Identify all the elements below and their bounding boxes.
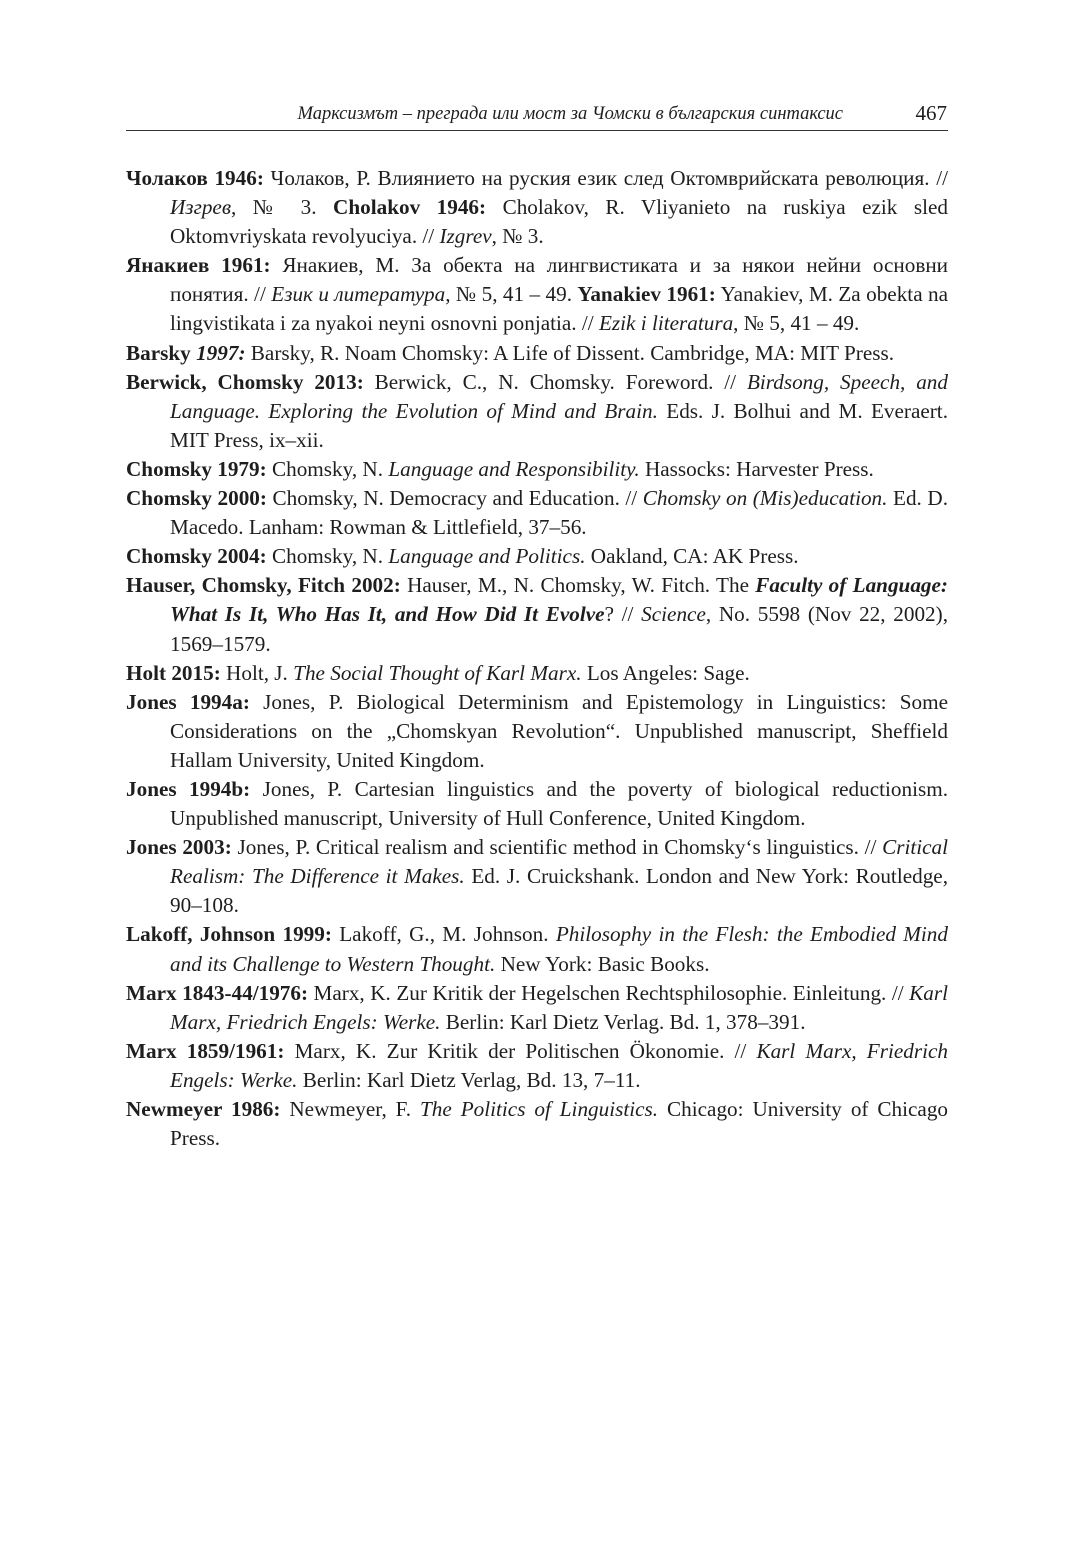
reference-entry — [126, 920, 948, 978]
reference-entry — [126, 251, 948, 338]
reference-text: Los Angeles: Sage. — [581, 660, 750, 685]
reference-text: Berlin: Karl Dietz Verlag. Bd. 1, 378–391. — [440, 1009, 806, 1034]
reference-text: Oakland, CA: AK Press. — [585, 544, 799, 569]
emphasized-title: 1997: — [196, 340, 246, 365]
reference-key: Holt 2015: — [126, 660, 221, 685]
reference-text: Chomsky, N. — [266, 456, 389, 481]
reference-key: Янакиев 1961: — [126, 253, 271, 278]
reference-text: Yanakiev, M. Za obekta na lingvistikata i za nyakoi neyni osnovni ponjatia. // — [170, 282, 948, 336]
reference-text: Eds. J. Bolhui and M. Everaert. MIT Press, ix–xii. — [170, 398, 948, 452]
running-title: Марксизмът – преграда или мост за Чомски в българския синтаксис — [297, 104, 843, 124]
reference-text: Berlin: Karl Dietz Verlag, Bd. 13, 7–11. — [297, 1067, 641, 1092]
reference-key: Marx 1859/1961: — [126, 1038, 285, 1063]
reference-text: Чолаков, Р. Влиянието на руския език след Октомврийската революция. // — [263, 166, 948, 190]
reference-entry — [126, 659, 948, 688]
reference-entry — [126, 455, 948, 484]
page-number: 467 — [915, 101, 947, 125]
reference-key: Chomsky 2004: — [126, 544, 267, 569]
reference-entry — [126, 979, 948, 1037]
reference-text: Hassocks: Harvester Press. — [639, 456, 874, 481]
reference-text: Chomsky, N. — [266, 544, 389, 569]
reference-key: Cholakov 1946: — [333, 195, 487, 220]
italic-title: Karl Marx, Friedrich Engels: Werke. — [170, 1038, 948, 1092]
italic-title: Language and Responsibility. — [388, 456, 640, 481]
reference-entry — [126, 368, 948, 455]
italic-title: Език и литература — [271, 282, 446, 307]
italic-title: Birdsong, Speech, and Language. Exploring the Evolution of Mind and Brain. — [170, 369, 948, 423]
reference-text: Янакиев, М. За обекта на лингвистиката и за някои нейни основни понятия. // — [170, 253, 948, 307]
reference-entry — [126, 571, 948, 658]
reference-text: Chicago: University of Chicago Press. — [170, 1097, 949, 1151]
reference-text: Marx, K. Zur Kritik der Politischen Ökonomie. // — [284, 1038, 757, 1063]
running-head — [126, 100, 948, 131]
reference-entry — [126, 775, 948, 833]
reference-text: Ed. J. Cruickshank. London and New York: Routledge, 90–108. — [170, 864, 949, 918]
italic-title: Изгрев — [170, 195, 232, 220]
reference-key: Hauser, Chomsky, Fitch 2002: — [126, 573, 401, 598]
reference-key: Berwick, Chomsky 2013: — [126, 369, 364, 394]
reference-text: , № 5, 41 – 49. — [445, 282, 578, 307]
reference-text: Barsky, R. Noam Chomsky: A Life of Dissent. Cambridge, MA: MIT Press. — [245, 340, 895, 365]
reference-text: Jones, P. Cartesian linguistics and the poverty of biological reductionism. Unpublished manuscript, University of Hull Conference, United Kingdom. — [170, 776, 948, 831]
italic-title: Language and Politics. — [388, 544, 586, 569]
reference-key: Lakoff, Johnson 1999: — [126, 922, 332, 947]
reference-key: Newmeyer 1986: — [126, 1097, 281, 1121]
reference-entry — [126, 688, 948, 775]
italic-title: Critical Realism: The Difference it Makes. — [170, 835, 948, 889]
reference-key: Jones 1994b: — [126, 776, 251, 801]
reference-entry — [126, 164, 948, 251]
reference-text: Newmeyer, F. — [280, 1097, 420, 1121]
reference-text: Lakoff, G., M. Johnson. — [331, 922, 556, 947]
reference-entry — [126, 339, 948, 368]
reference-text: Chomsky, N. Democracy and Education. // — [266, 486, 643, 511]
italic-title: Science — [641, 602, 706, 627]
reference-text: New York: Basic Books. — [495, 951, 710, 976]
reference-key: Chomsky 1979: — [126, 456, 267, 481]
reference-key: Чолаков 1946: — [126, 166, 264, 190]
emphasized-title: Faculty of Language: What Is It, Who Has It, and How Did It Evolve — [170, 573, 948, 627]
reference-entry — [126, 484, 948, 542]
italic-title: Izgrev — [439, 224, 492, 249]
italic-title: Chomsky on (Mis)education. — [642, 486, 888, 511]
reference-key: Chomsky 2000: — [126, 486, 267, 511]
reference-text: Berwick, C., N. Chomsky. Foreword. // — [363, 369, 747, 394]
reference-text: Ed. D. Macedo. Lanham: Rowman & Littlefield, 37–56. — [170, 486, 948, 540]
reference-text: ? // — [604, 602, 642, 627]
reference-entry — [126, 542, 948, 571]
reference-key: Barsky — [126, 340, 197, 365]
reference-entry — [126, 1037, 948, 1095]
italic-title: The Politics of Linguistics. — [420, 1097, 659, 1121]
reference-text: , № 5, 41 – 49. — [733, 311, 860, 336]
reference-entry — [126, 833, 948, 920]
reference-key: Yanakiev 1961: — [577, 282, 716, 307]
reference-key: Jones 2003: — [126, 835, 232, 860]
italic-title: Ezik i literatura — [598, 311, 734, 336]
italic-title: The Social Thought of Karl Marx. — [293, 660, 582, 685]
italic-title: Karl Marx, Friedrich Engels: Werke. — [170, 980, 948, 1034]
reference-text: Jones, P. Critical realism and scientific method in Chomsky‘s linguistics. // — [231, 835, 883, 860]
reference-text: , № 3. — [231, 195, 334, 220]
italic-title: Philosophy in the Flesh: the Embodied Mind and its Challenge to Western Thought. — [170, 922, 948, 976]
reference-list — [126, 164, 948, 1153]
reference-text: Marx, K. Zur Kritik der Hegelschen Rechtsphilosophie. Einleitung. // — [308, 980, 910, 1005]
reference-text: Jones, P. Biological Determinism and Epistemology in Linguistics: Some Considerations on the „Chomskyan Revolution“. Unpublished manuscript, Sheffield Hallam University, United Kingdom. — [170, 689, 948, 772]
reference-text: , No. 5598 (Nov 22, 2002), 1569–1579. — [170, 602, 948, 656]
reference-entry — [126, 1095, 948, 1153]
reference-text: Hauser, M., N. Chomsky, W. Fitch. The — [400, 573, 756, 598]
reference-text: , № 3. — [491, 224, 544, 249]
reference-text: Holt, J. — [220, 660, 294, 685]
reference-key: Jones 1994a: — [126, 689, 250, 714]
reference-key: Marx 1843-44/1976: — [126, 980, 309, 1005]
reference-text: Cholakov, R. Vliyanieto na ruskiya ezik sled Oktomvriyskata revolyuciya. // — [170, 195, 949, 249]
